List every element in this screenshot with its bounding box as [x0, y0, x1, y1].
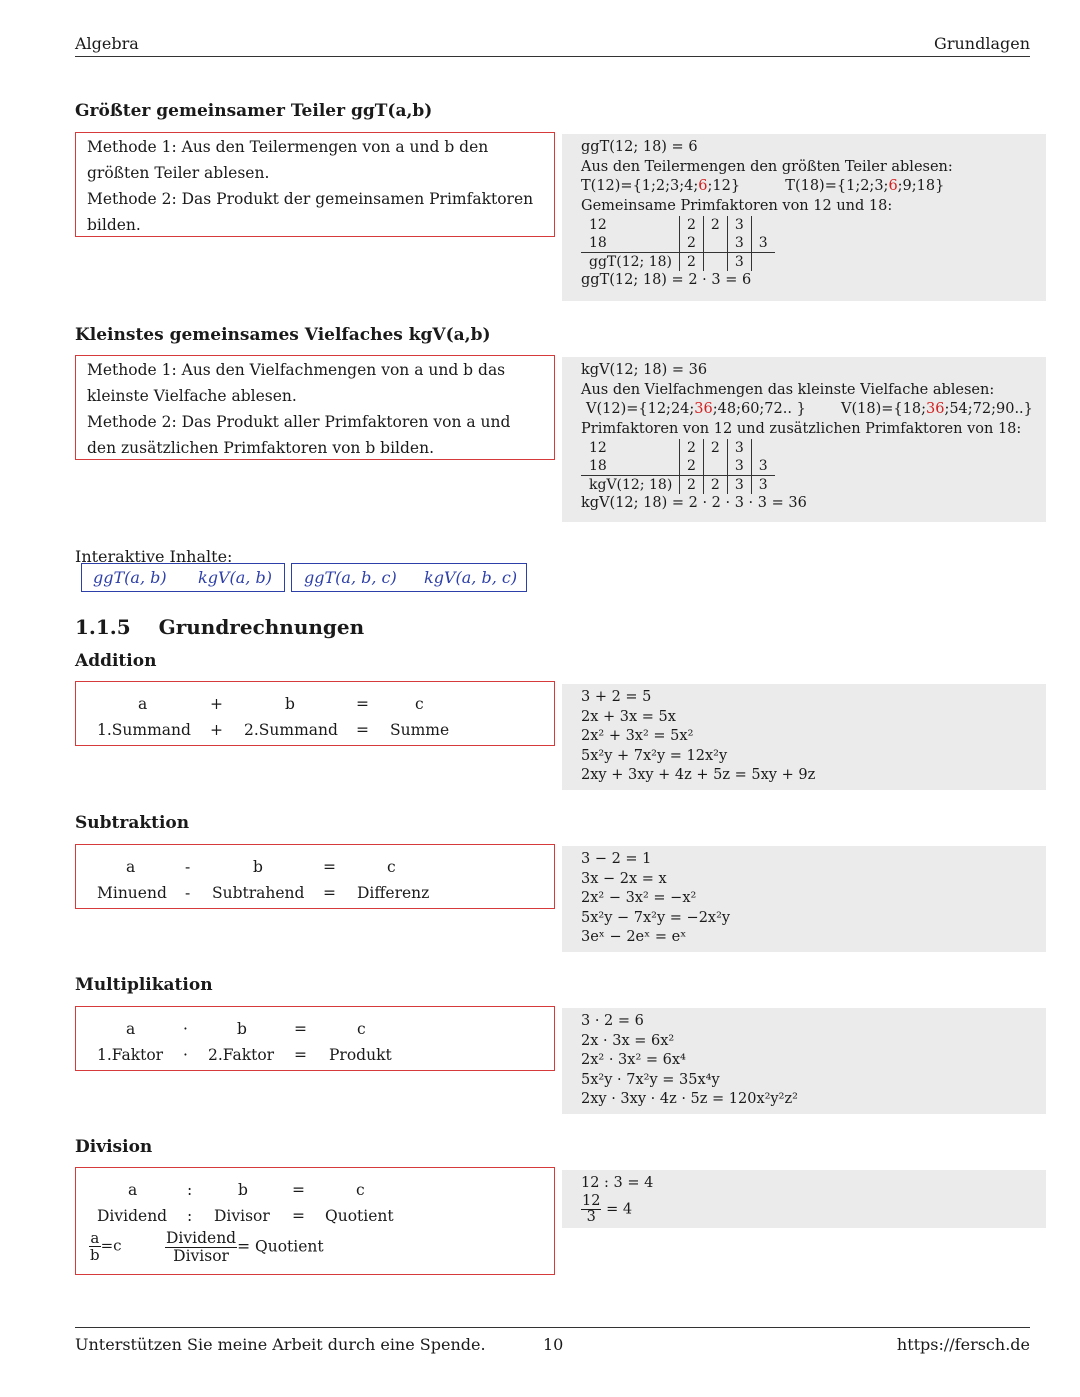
- prime-table-cell: 2: [680, 439, 704, 457]
- prime-table-label: 18: [589, 458, 607, 474]
- example-line: 12 : 3 = 4: [581, 1175, 654, 1191]
- prime-table-label: 18: [589, 235, 607, 251]
- footer-donation[interactable]: Unterstützen Sie meine Arbeit durch eine Spende.: [75, 1335, 486, 1354]
- section-heading: [75, 615, 364, 639]
- prime-table-cell: 2: [680, 476, 704, 495]
- link-kgv-abc[interactable]: kgV(a, b, c): [424, 568, 518, 587]
- prime-table-row: [581, 439, 775, 457]
- prime-table-row: [581, 253, 775, 272]
- kgv-example-line2: Aus den Vielfachmengen das kleinste Vielfache ablesen:: [581, 381, 995, 398]
- prime-table-cell: 3: [727, 457, 751, 476]
- prime-table-cell: 3: [727, 439, 751, 457]
- division-box: [75, 1167, 555, 1275]
- prime-table-cell: [751, 216, 774, 234]
- example-line: 2x + 3x = 5x: [581, 708, 676, 725]
- kgv-method-2: Methode 2: Das Produkt aller Primfaktoren von a und den zusätzlichen Primfaktoren von b bilden.: [87, 413, 511, 457]
- prime-table-cell: 2: [703, 439, 727, 457]
- example-line: 5x²y − 7x²y = −2x²y: [581, 909, 731, 926]
- prime-table-cell: 3: [727, 216, 751, 234]
- prime-table-cell: [751, 439, 774, 457]
- section-number: 1.1.5: [75, 615, 131, 639]
- ggt-prime-table: [581, 216, 775, 271]
- prime-table-cell: 2: [703, 476, 727, 495]
- link-ggt-abc[interactable]: ggT(a, b, c): [304, 568, 397, 587]
- ggt-example-line4: Gemeinsame Primfaktoren von 12 und 18:: [581, 197, 893, 214]
- division-row-names: Dividend : Divisor = Quotient: [97, 1207, 394, 1225]
- prime-table-row: [581, 476, 775, 495]
- kgv-title: Kleinstes gemeinsames Vielfaches kgV(a,b): [75, 325, 491, 345]
- addition-examples: [562, 684, 1046, 790]
- prime-table-label: kgV(12; 18): [581, 476, 680, 495]
- addition-box: [75, 681, 555, 746]
- interactive-label: Interaktive Inhalte:: [75, 547, 233, 566]
- prime-table-row: [581, 216, 775, 234]
- kgv-prime-table: [581, 439, 775, 494]
- prime-table-cell: 3: [751, 234, 774, 253]
- prime-table-cell: 2: [680, 253, 704, 272]
- ggt-example-box: [562, 134, 1046, 301]
- example-line: 3x − 2x = x: [581, 870, 667, 887]
- multiplikation-box: [75, 1006, 555, 1071]
- multiplikation-row-symbols: a · b = c: [126, 1020, 366, 1038]
- prime-table-cell: 3: [727, 253, 751, 272]
- example-line: 2x · 3x = 6x²: [581, 1032, 675, 1049]
- kgv-method-box: [75, 355, 555, 460]
- kgv-example-head: kgV(12; 18) = 36: [581, 362, 708, 378]
- example-line: 2x² + 3x² = 5x²: [581, 728, 694, 744]
- division-row-symbols: a : b = c: [128, 1181, 365, 1199]
- division-fraction-symbols: $\frac{a}{b}$ =c: [90, 1229, 122, 1264]
- ggt-example-head: ggT(12; 18) = 6: [581, 139, 698, 155]
- addition-title: Addition: [75, 651, 157, 671]
- example-line: 5x²y + 7x²y = 12x²y: [581, 747, 728, 764]
- prime-table-cell: 3: [751, 476, 774, 495]
- division-title: Division: [75, 1137, 153, 1157]
- division-fraction-names: $\frac{\text{Dividend}}{\text{Divisor}}$ = Quotient: [166, 1229, 324, 1265]
- page-number: 10: [543, 1335, 564, 1354]
- subtraktion-examples: [562, 846, 1046, 952]
- header-right: Grundlagen: [934, 34, 1030, 53]
- subtraktion-row-names: Minuend - Subtrahend = Differenz: [97, 884, 430, 902]
- link-kgv-ab[interactable]: kgV(a, b): [198, 568, 272, 587]
- header-left: Algebra: [75, 34, 139, 53]
- multiplikation-examples: [562, 1008, 1046, 1114]
- division-examples: [562, 1170, 1046, 1228]
- interactive-box-2var: [81, 563, 285, 592]
- prime-table-cell: [703, 253, 727, 272]
- link-ggt-ab[interactable]: ggT(a, b): [93, 568, 167, 587]
- subtraktion-row-symbols: a - b = c: [126, 858, 396, 876]
- example-line: 2x² − 3x² = −x²: [581, 890, 697, 906]
- example-line: 2xy + 3xy + 4z + 5z = 5xy + 9z: [581, 767, 816, 783]
- kgv-example-box: [562, 357, 1046, 522]
- example-line: 3 − 2 = 1: [581, 851, 652, 867]
- subtraktion-title: Subtraktion: [75, 813, 190, 833]
- subtraktion-box: [75, 844, 555, 909]
- ggt-example-line2: Aus den Teilermengen den größten Teiler ablesen:: [581, 158, 953, 175]
- addition-row-names: 1.Summand + 2.Summand = Summe: [97, 721, 450, 739]
- footer-rule: [75, 1327, 1030, 1328]
- prime-table-cell: 3: [727, 476, 751, 495]
- addition-row-symbols: a + b = c: [138, 695, 424, 713]
- prime-table-label: 12: [589, 440, 607, 456]
- interactive-box-3var: [291, 563, 527, 592]
- prime-table-cell: [703, 234, 727, 253]
- ggt-example-result: ggT(12; 18) = 2 · 3 = 6: [581, 272, 752, 288]
- prime-table-cell: 3: [727, 234, 751, 253]
- section-title: Grundrechnungen: [158, 615, 365, 639]
- example-line: 3eˣ − 2eˣ = eˣ: [581, 929, 687, 945]
- prime-table-cell: [751, 253, 774, 272]
- kgv-multiple-sets: V(12)={12;24;36;48;60;72.. } V(18)={18;36;54;72;90..}: [586, 401, 1033, 417]
- prime-table-cell: 2: [680, 234, 704, 253]
- example-line: 2x² · 3x² = 6x⁴: [581, 1052, 686, 1068]
- prime-table-cell: 3: [751, 457, 774, 476]
- example-fraction: $\frac{12}{3}$ = 4: [582, 1192, 633, 1225]
- prime-table-row: [581, 457, 775, 476]
- prime-table-row: [581, 234, 775, 253]
- prime-table-cell: [703, 457, 727, 476]
- prime-table-cell: 2: [703, 216, 727, 234]
- prime-table-cell: 2: [680, 216, 704, 234]
- multiplikation-title: Multiplikation: [75, 975, 213, 995]
- prime-table-label: 12: [589, 217, 607, 233]
- example-line: 2xy · 3xy · 4z · 5z = 120x²y²z²: [581, 1091, 798, 1107]
- footer-url[interactable]: https://fersch.de: [896, 1335, 1030, 1354]
- ggt-title: Größter gemeinsamer Teiler ggT(a,b): [75, 101, 433, 121]
- example-line: 3 · 2 = 6: [581, 1013, 644, 1029]
- multiplikation-row-names: 1.Faktor · 2.Faktor = Produkt: [97, 1046, 392, 1064]
- prime-table-label: ggT(12; 18): [581, 253, 680, 272]
- example-line: 5x²y · 7x²y = 35x⁴y: [581, 1071, 720, 1088]
- kgv-example-result: kgV(12; 18) = 2 · 2 · 3 · 3 = 36: [581, 495, 807, 511]
- kgv-method-1: Methode 1: Aus den Vielfachmengen von a und b das kleinste Vielfache ablesen.: [87, 361, 506, 405]
- prime-table-cell: 2: [680, 457, 704, 476]
- kgv-example-line4: Primfaktoren von 12 und zusätzlichen Primfaktoren von 18:: [581, 420, 1022, 437]
- header-rule: [75, 56, 1030, 57]
- example-line: 3 + 2 = 5: [581, 689, 652, 705]
- ggt-method-1: Methode 1: Aus den Teilermengen von a und b den größten Teiler ablesen.: [87, 138, 489, 182]
- ggt-method-2: Methode 2: Das Produkt der gemeinsamen Primfaktoren bilden.: [87, 190, 534, 234]
- ggt-divisor-sets: T(12)={1;2;3;4;6;12} T(18)={1;2;3;6;9;18}: [581, 178, 945, 194]
- ggt-method-box: [75, 132, 555, 237]
